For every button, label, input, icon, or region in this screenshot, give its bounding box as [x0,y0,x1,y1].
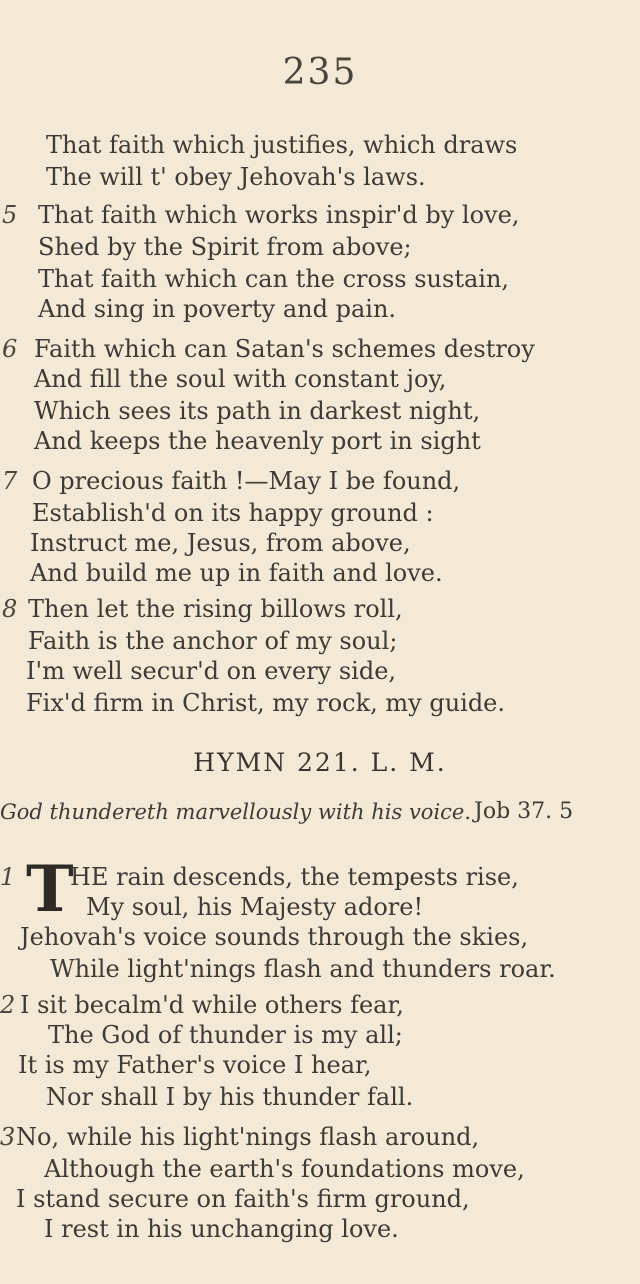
verse-line: That faith which can the cross sustain, [38,265,510,293]
verse-line: Faith is the anchor of my soul; [28,627,398,655]
verse-line: I'm well secur'd on every side, [26,657,397,685]
verse-line: It is my Father's voice I hear, [18,1051,372,1079]
stanza-number: 1 [0,863,16,891]
verse-line: Faith which can Satan's schemes destroy [34,335,535,363]
stanza-number: 3 [0,1123,16,1151]
stanza-number: 2 [0,991,16,1019]
verse-line: Jehovah's voice sounds through the skies, [20,923,529,951]
verse-line: And sing in poverty and pain. [38,295,397,323]
stanza-number: 7 [2,467,18,495]
stanza-number: 6 [2,335,18,363]
verse-line: And fill the soul with constant joy, [34,365,447,393]
verse-line: I stand secure on faith's firm ground, [16,1185,470,1213]
verse-line: Fix'd firm in Christ, my rock, my guide. [26,689,506,717]
verse-line: My soul, his Majesty adore! [86,893,424,921]
verse-line: Establish'd on its happy ground : [32,499,434,527]
verse-line: Which sees its path in darkest night, [34,397,481,425]
verse-line: Shed by the Spirit from above; [38,233,412,261]
stanza-number: 8 [2,595,18,623]
verse-line: And build me up in faith and love. [30,559,443,587]
verse-line: O precious faith !—May I be found, [32,467,461,495]
verse-line: I sit becalm'd while others fear, [20,991,404,1019]
verse-line: And keeps the heavenly port in sight [34,427,481,455]
verse-line: Nor shall I by his thunder fall. [46,1083,414,1111]
page-number: 235 [282,52,358,93]
verse-line: Instruct me, Jesus, from above, [30,529,411,557]
stanza-number: 5 [2,201,18,229]
verse-line: The God of thunder is my all; [48,1021,403,1049]
verse-line: HE rain descends, the tempests rise, [70,863,519,891]
verse-line: The will t' obey Jehovah's laws. [46,163,426,191]
verse-line: I rest in his unchanging love. [44,1215,399,1243]
verse-line: That faith which works inspir'd by love, [38,201,520,229]
verse-line: While light'nings flash and thunders roar. [50,955,556,983]
verse-line: No, while his light'nings flash around, [16,1123,480,1151]
scripture-reference: Job 37. 5 [474,799,574,824]
epigraph-text: God thundereth marvellously with his voice. [0,800,472,824]
drop-cap: T [26,852,74,927]
verse-line: Then let the rising billows roll, [28,595,403,623]
hymn-title: HYMN 221. L. M. [193,748,447,777]
verse-line: That faith which justifies, which draws [46,131,518,159]
verse-line: Although the earth's foundations move, [44,1155,525,1183]
